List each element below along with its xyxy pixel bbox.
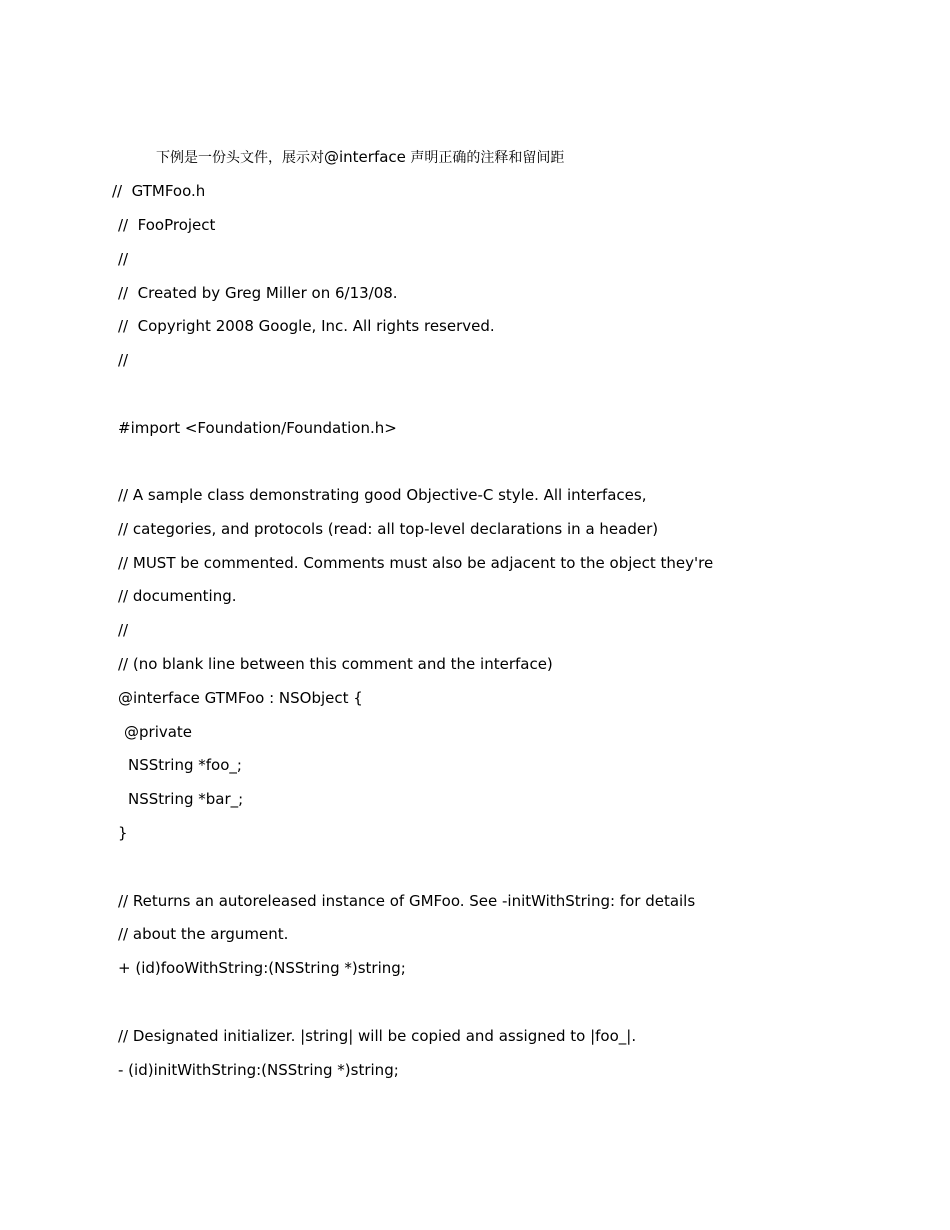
code-line-project: // FooProject xyxy=(118,216,216,234)
code-line-copyright: // Copyright 2008 Google, Inc. All rights reserved. xyxy=(118,317,495,335)
intro-prefix: 下例是一份头文件，展示对 xyxy=(156,150,324,166)
code-line-interface-decl: @interface GTMFoo : NSObject { xyxy=(118,689,363,707)
code-line-comment: // MUST be commented. Comments must also be adjacent to the object they're xyxy=(118,554,714,572)
code-line-ivar-bar: NSString *bar_; xyxy=(128,790,244,808)
code-line-comment: // about the argument. xyxy=(118,925,289,943)
intro-suffix: 声明正确的注释和留间距 xyxy=(405,150,565,166)
code-line-comment-empty: // xyxy=(118,351,129,369)
code-line-comment: // documenting. xyxy=(118,587,237,605)
code-line-close-brace: } xyxy=(118,824,128,842)
code-line-private: @private xyxy=(124,723,193,741)
code-line-created-by: // Created by Greg Miller on 6/13/08. xyxy=(118,284,398,302)
code-line-comment-empty: // xyxy=(118,250,129,268)
intro-keyword: @interface xyxy=(324,148,406,166)
code-line-comment: // categories, and protocols (read: all top-level declarations in a header) xyxy=(118,520,659,538)
code-line-comment: // Returns an autoreleased instance of GMFoo. See -initWithString: for details xyxy=(118,892,696,910)
intro-paragraph xyxy=(156,145,564,170)
code-line-class-method: + (id)fooWithString:(NSString *)string; xyxy=(118,959,406,977)
code-line-filename: // GTMFoo.h xyxy=(112,182,206,200)
code-line-comment: // (no blank line between this comment and the interface) xyxy=(118,655,553,673)
code-line-import: #import <Foundation/Foundation.h> xyxy=(118,419,397,437)
code-line-init-method: - (id)initWithString:(NSString *)string; xyxy=(118,1061,399,1079)
code-line-comment: // A sample class demonstrating good Objective-C style. All interfaces, xyxy=(118,486,647,504)
code-line-comment: // Designated initializer. |string| will be copied and assigned to |foo_|. xyxy=(118,1027,637,1045)
code-line-comment-empty: // xyxy=(118,621,129,639)
code-line-ivar-foo: NSString *foo_; xyxy=(128,756,242,774)
